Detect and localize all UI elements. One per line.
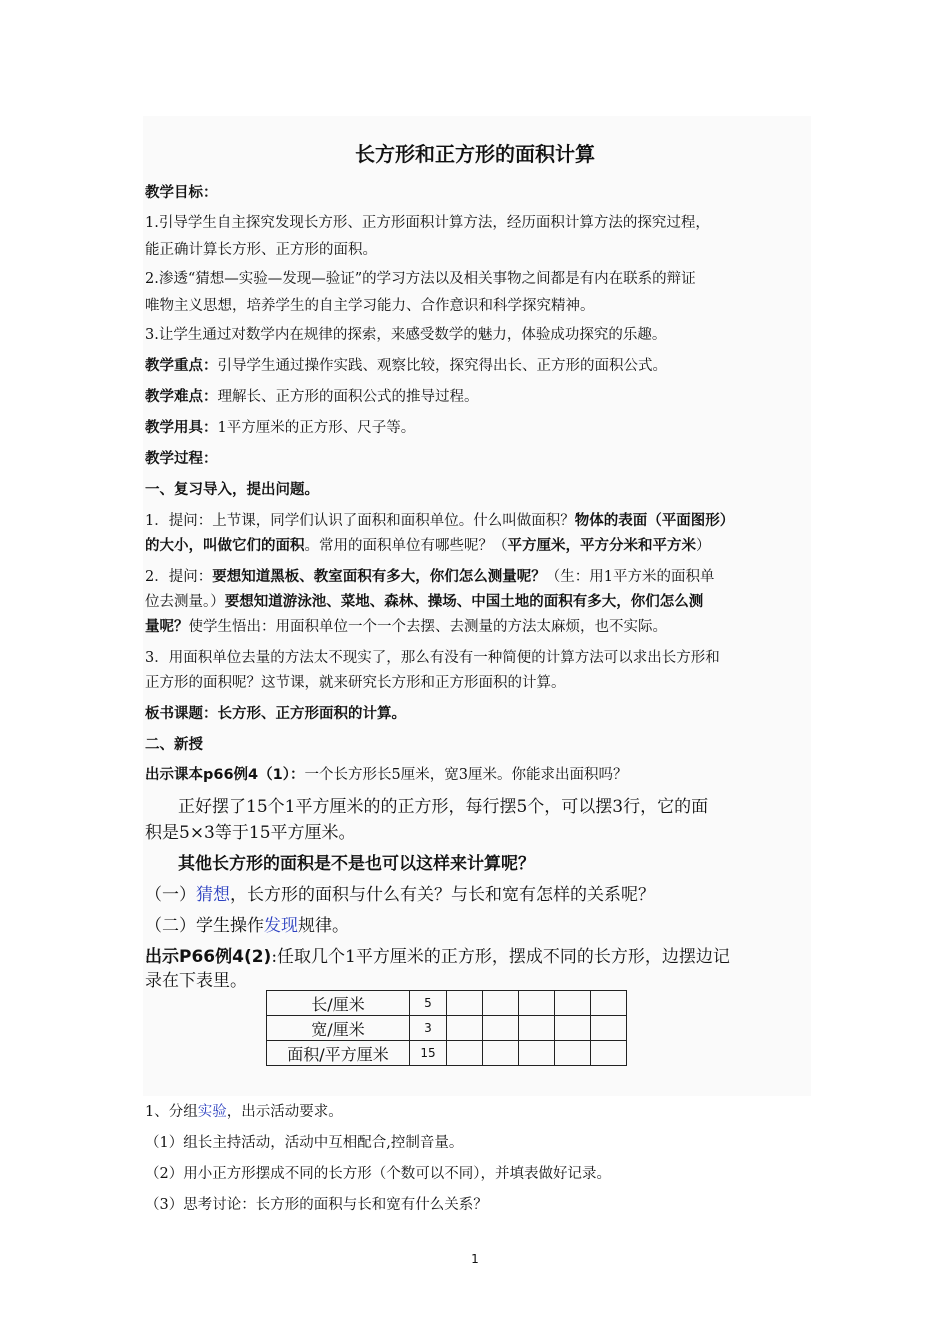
row-label: 宽/厘米 — [267, 1016, 410, 1041]
activity-1-prefix: 1、分组 — [145, 1104, 198, 1120]
tools-text: 1平方厘米的正方形、尺子等。 — [217, 420, 416, 436]
q2-bold-2: 要想知道游泳池、菜地、森林、操场、中国土地的面积有多大，你们怎么测 — [224, 594, 704, 610]
activity-1-text: ，出示活动要求。 — [226, 1104, 343, 1120]
q2-bold-3: 量呢？ — [145, 619, 189, 635]
example-2-line-2: 录在下表里。 — [145, 971, 247, 991]
section-2-heading: 二、新授 — [145, 737, 203, 753]
empty-cell — [483, 991, 519, 1016]
example-1-text: 一个长方形长5厘米，宽3厘米。你能求出面积吗？ — [304, 767, 628, 783]
row-value: 5 — [410, 991, 447, 1016]
q1-units: 平方厘米，平方分米和平方米 — [507, 538, 696, 554]
empty-cell — [591, 1041, 627, 1066]
q1-bold: 物体的表面（平面图形） — [574, 513, 735, 529]
question-2-line-1 — [145, 564, 714, 591]
q1-definition: 的大小，叫做它们的面积 — [145, 538, 305, 554]
activity-requirement-3: （3）思考讨论：长方形的面积与长和宽有什么关系？ — [145, 1197, 488, 1213]
empty-cell — [447, 1041, 483, 1066]
difficulty-text: 理解长、正方形的面积公式的推导过程。 — [217, 389, 479, 405]
goal-2-line-1: 2.渗透“猜想—实验—发现—验证”的学习方法以及相关事物之间都是有内在联系的辩证 — [145, 271, 696, 287]
question-2-line-2 — [145, 589, 703, 616]
page-number: 1 — [471, 1252, 479, 1266]
example-2-label: 出示P66例4(2) — [145, 947, 272, 967]
q2-bold-1: 要想知道黑板、教室面积有多大，你们怎么测量呢？ — [212, 569, 546, 585]
example-1-answer-line-1: 正好摆了15个1平方厘米的的正方形，每行摆5个，可以摆3行，它的面 — [178, 797, 709, 817]
empty-cell — [447, 1016, 483, 1041]
activity-requirement-2: （2）用小正方形摆成不同的长方形（个数可以不同），并填表做好记录。 — [145, 1166, 611, 1182]
empty-cell — [591, 1016, 627, 1041]
tools-label: 教学用具： — [145, 420, 218, 436]
teaching-difficulty — [145, 384, 479, 411]
row-label: 面积/平方厘米 — [267, 1041, 410, 1066]
other-rectangles-question: 其他长方形的面积是不是也可以这样来计算呢？ — [178, 854, 535, 874]
activity-1-link: 实验 — [197, 1104, 227, 1120]
table-row — [267, 1041, 627, 1066]
focus-text: 引导学生通过操作实践、观察比较，探究得出长、正方形的面积公式。 — [217, 358, 667, 374]
question-1-line-1 — [145, 508, 734, 535]
step-2-prefix: （二）学生操作 — [145, 916, 264, 936]
difficulty-label: 教学难点： — [145, 389, 218, 405]
board-title: 板书课题：长方形、正方形面积的计算。 — [145, 706, 406, 722]
activity-1 — [145, 1099, 343, 1126]
table-row — [267, 1016, 627, 1041]
record-table — [266, 990, 627, 1066]
question-3-line-1: 3．用面积单位去量的方法太不现实了，那么有没有一种简便的计算方法可以求出长方形和 — [145, 650, 720, 666]
q2-conclusion: 使学生悟出：用面积单位一个一个去摆、去测量的方法太麻烦，也不实际。 — [188, 619, 667, 635]
goal-1-line-2: 能正确计算长方形、正方形的面积。 — [145, 242, 377, 258]
q2-prefix: 2．提问： — [145, 569, 213, 585]
question-1-line-2 — [145, 533, 711, 560]
empty-cell — [555, 1041, 591, 1066]
step-2-link: 发现 — [264, 916, 298, 936]
empty-cell — [555, 1016, 591, 1041]
step-1-guess — [145, 880, 655, 910]
question-3-line-2: 正方形的面积呢？这节课，就来研究长方形和正方形面积的计算。 — [145, 675, 566, 691]
step-1-link: 猜想 — [196, 885, 230, 905]
process-heading: 教学过程： — [145, 451, 218, 467]
row-value: 3 — [410, 1016, 447, 1041]
step-1-prefix: （一） — [145, 885, 196, 905]
empty-cell — [519, 991, 555, 1016]
example-1-label: 出示课本p66例4（1）： — [145, 767, 305, 783]
q1-close: ） — [696, 538, 711, 554]
goal-2-line-2: 唯物主义思想，培养学生的自主学习能力、合作意识和科学探究精神。 — [145, 298, 595, 314]
empty-cell — [519, 1016, 555, 1041]
goal-1-line-1: 1.引导学生自主探究发现长方形、正方形面积计算方法，经历面积计算方法的探究过程， — [145, 215, 710, 231]
example-2-text: :任取几个1平方厘米的正方形，摆成不同的长方形，边摆边记 — [271, 947, 730, 967]
example-1 — [145, 762, 627, 789]
section-1-heading: 一、复习导入，提出问题。 — [145, 482, 319, 498]
goal-3: 3.让学生通过对数学内在规律的探索，来感受数学的魅力，体验成功探究的乐趣。 — [145, 327, 667, 343]
row-value: 15 — [410, 1041, 447, 1066]
q2-student: （生：用1平方米的面积单 — [545, 569, 715, 585]
empty-cell — [591, 991, 627, 1016]
row-label: 长/厘米 — [267, 991, 410, 1016]
question-2-line-3 — [145, 614, 667, 641]
q1-question: 。常用的面积单位有哪些呢？（ — [304, 538, 508, 554]
empty-cell — [483, 1041, 519, 1066]
teaching-tools — [145, 415, 415, 442]
empty-cell — [555, 991, 591, 1016]
table-row — [267, 991, 627, 1016]
q1-text: 1．提问：上节课，同学们认识了面积和面积单位。什么叫做面积？ — [145, 513, 575, 529]
teaching-focus — [145, 353, 667, 380]
empty-cell — [447, 991, 483, 1016]
empty-cell — [519, 1041, 555, 1066]
step-1-text: ，长方形的面积与什么有关？与长和宽有怎样的关系呢？ — [230, 885, 655, 905]
document-title: 长方形和正方形的面积计算 — [355, 142, 595, 166]
goals-heading: 教学目标： — [145, 185, 218, 201]
activity-requirement-1: （1）组长主持活动，活动中互相配合,控制音量。 — [145, 1135, 464, 1151]
q2-student-end: 位去测量。） — [145, 594, 225, 610]
step-2-discover — [145, 911, 349, 941]
step-2-text: 规律。 — [298, 916, 349, 936]
example-1-answer-line-2: 积是5×3等于15平方厘米。 — [145, 823, 356, 843]
empty-cell — [483, 1016, 519, 1041]
focus-label: 教学重点： — [145, 358, 218, 374]
